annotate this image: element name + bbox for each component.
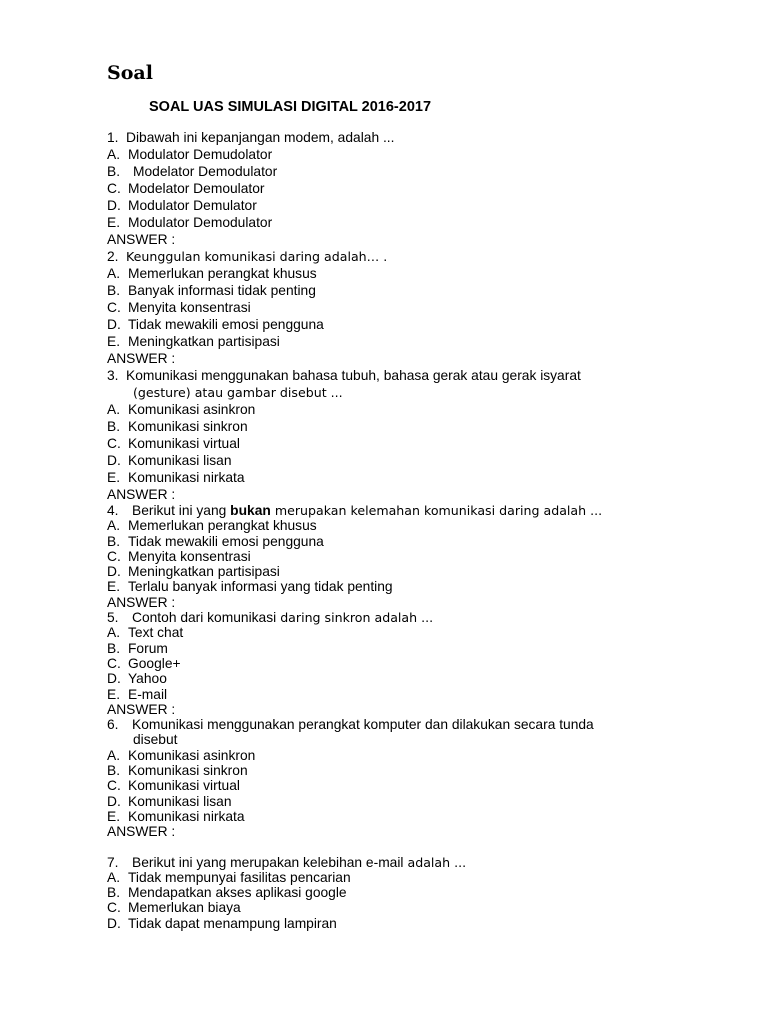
option-5e: E. E-mail bbox=[107, 686, 168, 702]
option-5b: B. Forum bbox=[107, 640, 168, 656]
option-5a: A. Text chat bbox=[107, 625, 184, 641]
question-6-continued: disebut bbox=[133, 732, 178, 748]
option-7a: A. Tidak mempunyai fasilitas pencarian bbox=[107, 869, 351, 885]
option-1a: A. Modulator Demudolator bbox=[107, 147, 273, 162]
question-2: 2. Keunggulan komunikasi daring adalah… . bbox=[107, 249, 388, 264]
answer-5: ANSWER : bbox=[107, 701, 176, 717]
option-4d: D. Meningkatkan partisipasi bbox=[107, 564, 280, 580]
spacer bbox=[107, 840, 707, 855]
option-7c: C. Memerlukan biaya bbox=[107, 900, 241, 916]
option-1e: E. Modulator Demodulator bbox=[107, 215, 273, 230]
question-4: 4. Berikut ini yang bukan merupakan kelemahan komunikasi daring adalah ... bbox=[107, 503, 603, 518]
question-5: 5. Contoh dari komunikasi daring sinkron adalah ... bbox=[107, 610, 434, 626]
option-5d: D. Yahoo bbox=[107, 671, 167, 687]
option-4a: A. Memerlukan perangkat khusus bbox=[107, 518, 317, 534]
option-6a: A. Komunikasi asinkron bbox=[107, 747, 256, 763]
option-6c: C. Komunikasi virtual bbox=[107, 778, 240, 794]
option-2c: C. Menyita konsentrasi bbox=[107, 300, 251, 315]
answer-1: ANSWER : bbox=[107, 232, 176, 247]
option-2a: A. Memerlukan perangkat khusus bbox=[107, 266, 317, 281]
question-3: 3. Komunikasi menggunakan bahasa tubuh, bahasa gerak atau gerak isyarat bbox=[107, 368, 581, 383]
option-2e: E. Meningkatkan partisipasi bbox=[107, 334, 280, 349]
option-1c: C. Modelator Demoulator bbox=[107, 181, 265, 196]
option-7d: D. Tidak dapat menampung lampiran bbox=[107, 915, 337, 931]
option-3c: C. Komunikasi virtual bbox=[107, 436, 240, 451]
option-6e: E. Komunikasi nirkata bbox=[107, 808, 245, 824]
question-list bbox=[107, 129, 707, 931]
option-3a: A. Komunikasi asinkron bbox=[107, 402, 256, 417]
option-3e: E. Komunikasi nirkata bbox=[107, 470, 245, 485]
option-2d: D. Tidak mewakili emosi pengguna bbox=[107, 317, 324, 332]
option-1b: B. Modelator Demodulator bbox=[107, 164, 278, 179]
option-2b: B. Banyak informasi tidak penting bbox=[107, 283, 316, 298]
answer-6: ANSWER : bbox=[107, 824, 176, 840]
question-1: 1. Dibawah ini kepanjangan modem, adalah ... bbox=[107, 130, 395, 145]
answer-4: ANSWER : bbox=[107, 594, 176, 610]
option-1d: D. Modulator Demulator bbox=[107, 198, 257, 213]
question-3-continued: (gesture) atau gambar disebut ... bbox=[133, 385, 343, 400]
option-6b: B. Komunikasi sinkron bbox=[107, 763, 248, 779]
option-4b: B. Tidak mewakili emosi pengguna bbox=[107, 533, 324, 549]
option-7b: B. Mendapatkan akses aplikasi google bbox=[107, 885, 347, 901]
option-3b: B. Komunikasi sinkron bbox=[107, 419, 248, 434]
page-heading: Soal bbox=[107, 62, 153, 84]
option-5c: C. Google+ bbox=[107, 655, 181, 671]
exam-title: SOAL UAS SIMULASI DIGITAL 2016-2017 bbox=[149, 99, 432, 115]
question-6: 6. Komunikasi menggunakan perangkat komputer dan dilakukan secara tunda bbox=[107, 717, 594, 733]
option-4e: E. Terlalu banyak informasi yang tidak penting bbox=[107, 579, 393, 595]
option-6d: D. Komunikasi lisan bbox=[107, 793, 232, 809]
option-4c: C. Menyita konsentrasi bbox=[107, 548, 251, 564]
option-3d: D. Komunikasi lisan bbox=[107, 453, 232, 468]
answer-2: ANSWER : bbox=[107, 351, 176, 366]
answer-3: ANSWER : bbox=[107, 487, 176, 502]
question-7: 7. Berikut ini yang merupakan kelebihan e-mail adalah ... bbox=[107, 854, 467, 870]
